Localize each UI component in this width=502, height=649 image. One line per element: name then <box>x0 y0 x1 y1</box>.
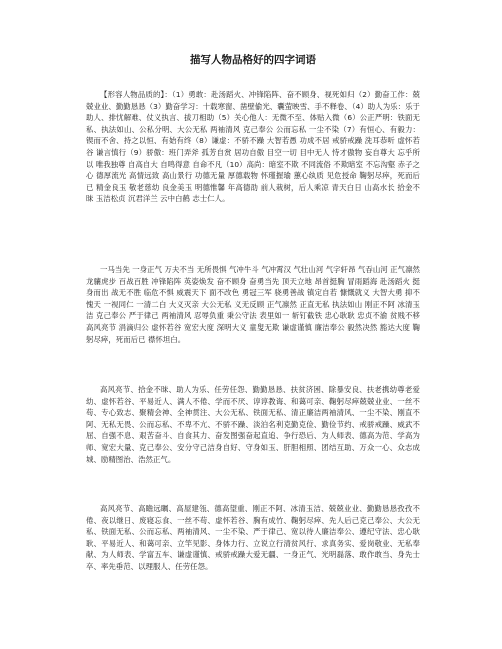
paragraph-idiom-list-2: 高风亮节、拾金不昧、助人为乐、任劳任怨、勤勤恳恳、扶贫济困、除暴安良、扶老携幼尊老爱幼、虚怀若谷、平易近人、满人不倦、学而不厌、谆谆教诲、和蔼可亲、鞠躬尽瘁兢兢业业、一丝不苟、专心致志、聚精会神、全神贯注、大公无私、铁面无私、清正廉洁两袖清风、一尘不染、刚直不阿、无私无畏、公而忘私、不卑不亢、不骄不躁、淡泊名利克勤克俭、勤俭节约、戒骄戒躁、威武不屈、自强不息、艰苦奋斗、自食其力、奋发图强奋起直追、争行恐后、为人师表、德高为范、学高为师、宽宏大量、克己奉公、安分守己洁身自好、守身如玉、肝胆相照、团结互助、万众一心、众志成城、励精图治、浩然正气。 <box>86 385 420 464</box>
document-title: 描写人物品格好的四字词语 <box>190 54 316 66</box>
paragraph-idiom-list-1: 一马当先 一身正气 万夫不当 无所畏惧 气冲牛斗 气冲霄汉 气壮山河 气字轩昂 气吞山河 正气凛然 龙骧虎步 百战百胜 冲锋陷阵 英姿焕发 奋不顾身 奋勇当先 顶天立地 昂首挺胸 冒雨蹈海 赴汤蹈火 挺身而出 战无不胜 临危不惧 威震天下 面不改色 勇冠三军 骁勇善战 镇定自若 慷慨就义 大智大勇 抑不愧天 一视同仁 一清二白 大义灭亲 大公无私 义无反顾 正气凛然 正直无私 执法如山 刚正不阿 冰清玉洁 克己奉公 严于律己 两袖清风 忍辱负重 秉公守法 表里如一 斩钉截铁 忠心耿耿 忠贞不渝 贫贱不移 高风亮节 涓滴归公 虚怀若谷 宽宏大度 深明大义 童叟无欺 谦虚谨慎 廉洁奉公 毅然决然 豁达大度 鞠躬尽瘁，死而后已 襟怀坦白。 <box>86 265 420 344</box>
paragraph-idiom-list-3: 高风亮节、高瞻远瞩、高屋建瓴、德高望重、刚正不阿、冰清玉洁、兢兢业业、勤勤恳恳孜孜不倦、夜以继日、废寝忘食、一丝不苟、虚怀若谷、胸有成竹、鞠躬尽瘁、先人后己克己奉公、大公无私、铁面无私、公而忘私、两袖清风、一尘不染、严于律己、宽以待人廉洁奉公、遵纪守法、忠心耿耿、平易近人、和蔼可亲、立竿见影、身体力行、立说立行清贫风行、求真务实、爱岗敬业、无私奉献、为人师表、学富五车、谦虚谨慎、戒骄戒躁大爱无疆、一身正气、光明磊落、敢作敢当、身先士卒、率先垂范、以理服人、任劳任怨。 <box>86 504 420 571</box>
paragraph-character-qualities: 【形容人物品质的】：（1）勇敢：赴汤蹈火、冲锋陷阵、奋不顾身、视死如归（2）勤奋工作：兢兢业业、勤勤恳恳（3）勤奋学习：十载寒窗、凿壁偷光、囊萤映雪、手不释卷、（4）助人为乐：乐于助人、排忧解难、仗义执言、拔刀相助（5）关心他人：无微不至、体贴入微（6）公正严明：铁面无私、执法如山、公私分明、大公无私 两袖清风 克己奉公 公而忘私 一尘不染（7）有恒心、有毅力：锲而不舍、持之以恒、有始有终（8）谦虚：不骄不躁 大智若愚 功成不居 戒骄戒躁 洗耳恭听 虚怀若谷 谦言慎行（9）骄傲：班门弄斧 孤芳自赏 居功自傲 目空一切 目中无人 恃才傲物 妄自尊大 忘乎所以 唯我独尊 自高自大 自鸣得意 自命不凡（10）高尚：暗室不欺 不同流俗 不欺暗室 不忘沟壑 赤子之心 德厚流光 高情远致 高山景行 功德无量 厚德载物 怀瑾握瑜 蕙心纨质 见危授命 鞠躬尽瘁，死而后已 精金良玉 敬老慈幼 良金美玉 明德惟馨 年高德劭 前人栽树，后人乘凉 青天白日 山高水长 拾金不昧 玉洁松贞 沉君洋兰 云中白鹤 志士仁人。 <box>86 90 420 204</box>
